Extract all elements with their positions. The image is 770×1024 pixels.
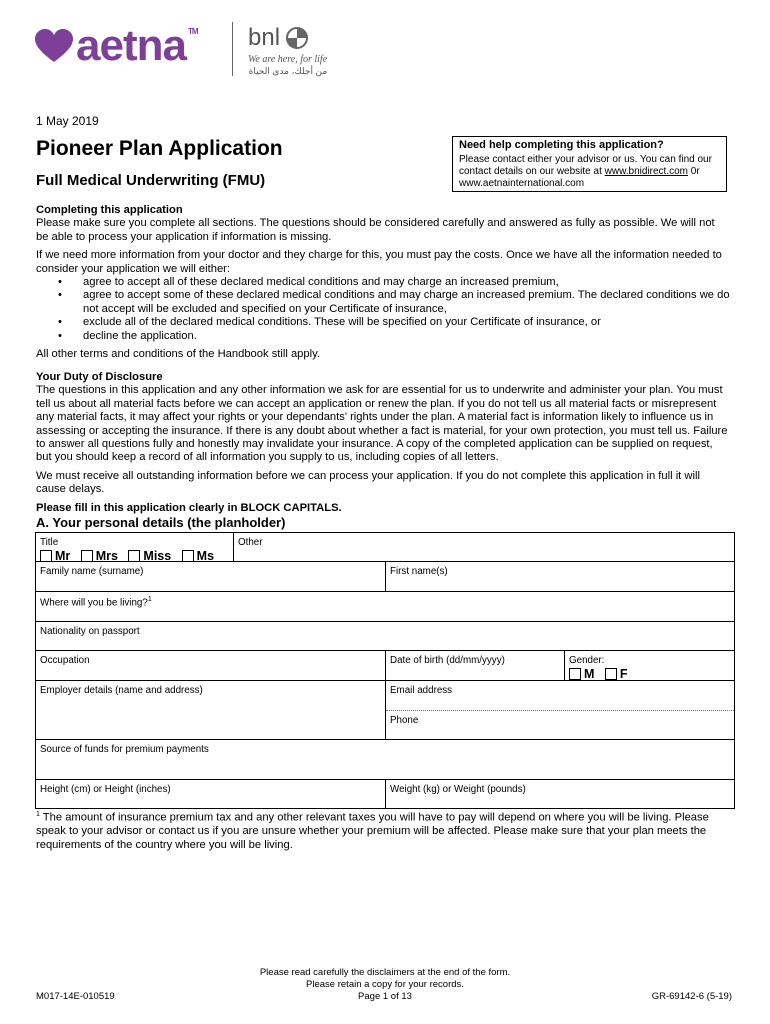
disclosure-section <box>36 371 730 515</box>
document-date: 1 May 2019 <box>36 114 99 128</box>
first-name-label: First name(s) <box>390 566 448 577</box>
mrs-checkbox[interactable] <box>81 550 93 562</box>
miss-label: Miss <box>143 548 172 563</box>
footnote-number: 1 <box>36 811 40 818</box>
help-heading: Need help completing this application? <box>459 139 664 151</box>
completing-paragraph-1: Please make sure you complete all sections. The questions should be considered carefully and answered as fully as possible. We will not be able to process your application if information is missing. <box>36 217 715 243</box>
help-or: 0r <box>688 166 700 177</box>
form-code-right: GR-69142-6 (5-19) <box>651 991 732 1002</box>
other-title-field[interactable] <box>233 533 734 561</box>
page-subtitle: Full Medical Underwriting (FMU) <box>36 172 266 189</box>
completing-paragraph-3: All other terms and conditions of the Handbook still apply. <box>36 348 320 361</box>
name-row <box>35 562 735 592</box>
form-code-left: M017-14E-010519 <box>36 991 115 1002</box>
mr-checkbox[interactable] <box>40 550 52 562</box>
height-field[interactable]: Height (cm) or Height (inches) <box>40 784 171 795</box>
disclaimer-note: Please read carefully the disclaimers at the end of the form. <box>259 967 511 978</box>
bnl-arabic-tagline: من أجلك، مدى الحياة <box>248 66 328 76</box>
mrs-label: Mrs <box>95 548 118 563</box>
aetna-website-link[interactable]: www.aetnainternational.com <box>459 178 585 189</box>
male-checkbox[interactable] <box>569 668 581 680</box>
gender-field <box>564 651 734 680</box>
completing-paragraph-2: If we need more information from your doctor and they charge for this, you must pay the costs. Once we have all the information needed to consider your application we will either: <box>36 249 722 275</box>
bnl-logo <box>248 24 327 77</box>
retain-copy-note: Please retain a copy for your records. <box>306 979 464 990</box>
ms-checkbox[interactable] <box>182 550 194 562</box>
employer-field[interactable]: Employer details (name and address) <box>40 685 203 696</box>
heart-icon <box>34 29 74 63</box>
ms-label: Ms <box>196 548 215 563</box>
list-item: • exclude all of the declared medical conditions. These will be specified on your Certificate of insurance, or <box>36 316 730 329</box>
disclosure-heading: Your Duty of Disclosure <box>36 371 163 383</box>
nationality-label: Nationality on passport <box>40 626 140 637</box>
male-label: M <box>584 666 595 681</box>
disclosure-paragraph-2: We must receive all outstanding information before we can process your application. If you do not complete this application in full it will cause delays. <box>36 469 700 496</box>
footer-center <box>200 967 570 1003</box>
list-item: • agree to accept all of these declared medical conditions and may charge an increased premium, <box>36 276 730 289</box>
outcomes-list <box>36 276 730 343</box>
employer-row <box>35 681 735 740</box>
weight-label: Weight (kg) or Weight (pounds) <box>390 784 526 795</box>
help-text: Please contact either your advisor or us. You can find our contact details on our website at <box>459 154 712 177</box>
weight-field[interactable] <box>385 780 734 808</box>
mr-label: Mr <box>55 548 71 563</box>
email-field[interactable] <box>386 681 734 711</box>
disclosure-paragraph-1: The questions in this application and any other information we ask for are essential for us to underwrite and administer your plan. You must tell us about all material facts before we can accept an application or renew the plan. If you do not tell us all material facts or misrepresent any material facts, it may affect your rights or your dependants' rights under the plan. A material fact is information likely to influence us in assessing or accepting the insurance. If there is any doubt about whether a fact is material, for your own protection, you must tell us. Failure to answer all questions fully and honestly may invalidate your insurance. A copy of the completed application can be supplied on request, but you should keep a record of all information you supply to us, including copies of all letters. <box>36 384 728 464</box>
dob-label: Date of birth (dd/mm/yyyy) <box>390 655 505 666</box>
bnl-tagline: We are here, for life <box>248 54 328 65</box>
logo-divider <box>232 22 233 76</box>
personal-details-form <box>35 532 735 809</box>
list-item: • decline the application. <box>36 330 730 343</box>
occupation-field[interactable]: Occupation <box>40 655 90 666</box>
phone-field[interactable] <box>386 711 734 740</box>
gender-label: Gender: <box>569 655 605 666</box>
phone-label: Phone <box>390 715 419 726</box>
other-label: Other <box>238 537 263 548</box>
bnl-wordmark: bnl <box>248 24 281 51</box>
title-label: Title <box>40 537 59 548</box>
section-a-heading: A. Your personal details (the planholder) <box>36 515 286 530</box>
funds-row[interactable] <box>35 740 735 780</box>
title-row <box>35 533 735 562</box>
miss-checkbox[interactable] <box>128 550 140 562</box>
footnote <box>36 808 730 852</box>
footnote-text: The amount of insurance premium tax and any other relevant taxes you will have to pay will depend on where you will be living. Please speak to your advisor or contact us if you are unsure whether your premium will be affected. Please make sure that your plan meets the requirements of the country where you will be living. <box>36 811 709 851</box>
trademark: TM <box>187 27 198 36</box>
help-box <box>452 136 727 192</box>
contact-cell <box>385 681 734 739</box>
block-capitals-note: Please fill in this application clearly in BLOCK CAPITALS. <box>36 501 342 514</box>
aetna-wordmark: aetna <box>76 21 186 70</box>
female-label: F <box>619 666 628 681</box>
first-name-field[interactable] <box>385 562 734 591</box>
page-number: Page 1 of 13 <box>358 991 412 1002</box>
family-name-field[interactable]: Family name (surname) <box>40 566 144 577</box>
measurements-row <box>35 780 735 809</box>
bnl-website-link[interactable]: www.bnidirect.com <box>604 166 688 177</box>
living-label: Where will you be living?$^1$ <box>40 596 152 609</box>
female-checkbox[interactable] <box>605 668 617 680</box>
occupation-row <box>35 651 735 681</box>
bnl-emblem-icon <box>286 27 308 49</box>
completing-section <box>36 204 730 361</box>
living-row[interactable] <box>35 592 735 622</box>
footnote-ref: 1 <box>147 596 152 603</box>
completing-heading: Completing this application <box>36 204 183 216</box>
aetna-logo <box>34 22 198 70</box>
list-item: • agree to accept some of these declared medical conditions and may charge an increased premium. The declared conditions we do not accept will be excluded and specified on your Certificate of insurance, <box>36 289 730 316</box>
email-label: Email address <box>390 685 453 696</box>
funds-label: Source of funds for premium payments <box>40 744 209 755</box>
nationality-row[interactable] <box>35 622 735 651</box>
page-title: Pioneer Plan Application <box>36 137 283 160</box>
